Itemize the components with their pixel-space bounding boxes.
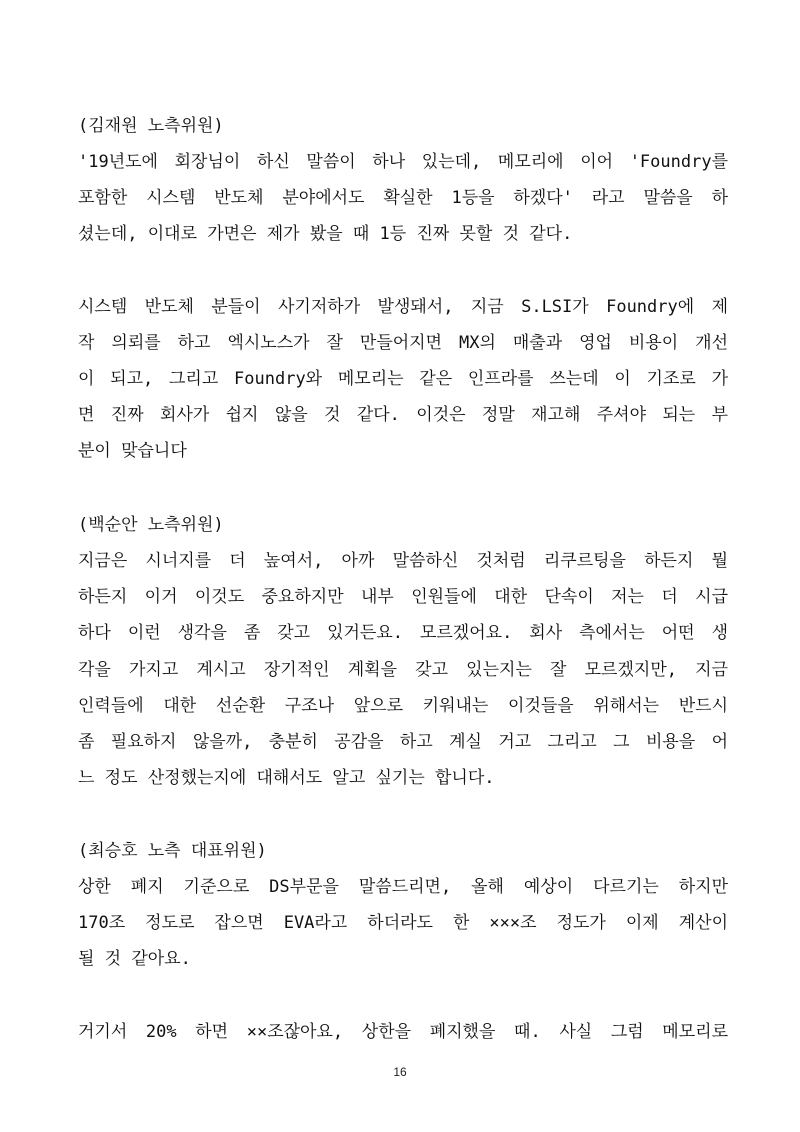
- speaker-label-baek: (백순안 노측위원): [78, 515, 224, 535]
- text-line: 느 정도 산정했는지에 대해서도 알고 싶기는 합니다.: [78, 768, 495, 788]
- text-line: 인력들에 대한 선순환 구조나 앞으로 키워내는 이것들을 위해서는 반드시: [78, 696, 728, 716]
- speaker-label-kim: (김재원 노측위원): [78, 116, 224, 136]
- text-line: '19년도에 회장님이 하신 말씀이 하나 있는데, 메모리에 이어 'Foundry를: [78, 152, 728, 172]
- text-line: 시스템 반도체 분들이 사기저하가 발생돼서, 지금 S.LSI가 Foundry에 제: [78, 297, 728, 317]
- text-line: 상한 폐지 기준으로 DS부문을 말씀드리면, 올해 예상이 다르기는 하지만: [78, 877, 728, 897]
- text-line: 170조 정도로 잡으면 EVA라고 하더라도 한 ×××조 정도가 이제 계산이: [78, 913, 728, 933]
- speaker-label-choi: (최승호 노측 대표위원): [78, 841, 267, 861]
- text-line: 하든지 이거 이것도 중요하지만 내부 인원들에 대한 단속이 저는 더 시급: [78, 587, 728, 607]
- text-line: 하다 이런 생각을 좀 갖고 있거든요. 모르겠어요. 회사 측에서는 어떤 생: [78, 623, 728, 643]
- text-line: 셨는데, 이대로 가면은 제가 봤을 때 1등 진짜 못할 것 같다.: [78, 224, 573, 244]
- text-line: 거기서 20% 하면 ××조잖아요, 상한을 폐지했을 때. 사실 그럼 메모리로: [78, 1022, 728, 1042]
- text-line: 포함한 시스템 반도체 분야에서도 확실한 1등을 하겠다' 라고 말씀을 하: [78, 188, 728, 208]
- text-line: 면 진짜 회사가 쉽지 않을 것 같다. 이것은 정말 재고해 주셔야 되는 부: [78, 405, 728, 425]
- text-line: 이 되고, 그리고 Foundry와 메모리는 같은 인프라를 쓰는데 이 기조로 가: [78, 369, 728, 389]
- text-line: 분이 맞습니다: [78, 441, 187, 461]
- text-line: 될 것 같아요.: [78, 949, 191, 969]
- text-line: 작 의뢰를 하고 엑시노스가 잘 만들어지면 MX의 매출과 영업 비용이 개선: [78, 333, 728, 353]
- page-number: 16: [393, 1065, 407, 1079]
- text-line: 좀 필요하지 않을까, 충분히 공감을 하고 계실 거고 그리고 그 비용을 어: [78, 732, 728, 752]
- text-line: 지금은 시너지를 더 높여서, 아까 말씀하신 것처럼 리쿠르팅을 하든지 뭘: [78, 551, 728, 571]
- text-line: 각을 가지고 계시고 장기적인 계획을 갖고 있는지는 잘 모르겠지만, 지금: [78, 660, 728, 680]
